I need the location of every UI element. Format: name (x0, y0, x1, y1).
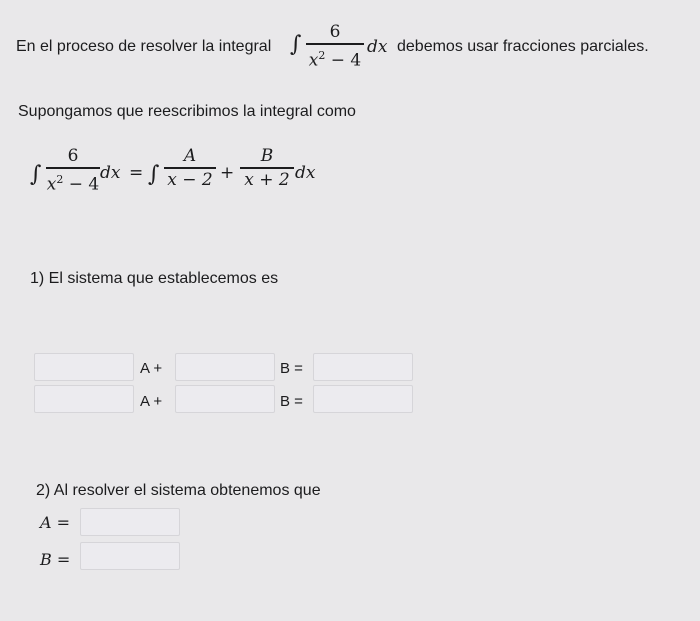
integral-symbol-lhs: ∫ (30, 162, 42, 187)
lhs-fraction (46, 146, 100, 194)
intro-text-after: debemos usar fracciones parciales. (397, 38, 649, 55)
solution-label: 2) Al resolver el sistema obtenemos que (36, 482, 321, 499)
integral-symbol: ∫ (290, 32, 302, 57)
solution-a-input[interactable] (80, 508, 180, 536)
lhs-den-var: x (46, 174, 57, 195)
lhs-dx: dx (100, 163, 121, 183)
frac-b-denominator: x + 2 (244, 169, 290, 190)
system-label: 1) El sistema que establecemos es (30, 270, 279, 287)
intro-text-before: En el proceso de resolver la integral (16, 38, 272, 55)
intro-fraction (306, 22, 364, 70)
lhs-den-exp: 2 (56, 172, 64, 186)
integral-symbol-rhs: ∫ (148, 162, 160, 187)
rhs-dx: dx (295, 163, 316, 183)
system-row2-middle-input[interactable] (175, 385, 275, 413)
solution-a-label: A = (40, 513, 71, 532)
system-row2-result-input[interactable] (313, 385, 413, 413)
system-row1-b-term: B = (280, 360, 303, 377)
intro-dx: dx (367, 37, 388, 57)
intro-den-exp: 2 (318, 48, 326, 62)
system-row1-a-term: A + (140, 360, 163, 377)
intro-fraction-numerator: 6 (329, 22, 341, 42)
system-row1-result-input[interactable] (313, 353, 413, 381)
frac-b-numerator: B (260, 146, 274, 166)
lhs-den-rest: − 4 (63, 174, 100, 195)
equals-sign: = (129, 163, 144, 183)
system-row1-first-input[interactable] (34, 353, 134, 381)
frac-a-denominator: x − 2 (167, 169, 213, 190)
system-row2-a-term: A + (140, 393, 163, 410)
lhs-numerator: 6 (67, 146, 79, 166)
frac-a-numerator: A (183, 146, 197, 166)
system-row2-b-term: B = (280, 393, 303, 410)
intro-den-rest: − 4 (325, 50, 362, 71)
frac-b (240, 146, 294, 190)
frac-a (164, 146, 216, 190)
system-row2-first-input[interactable] (34, 385, 134, 413)
system-row1-middle-input[interactable] (175, 353, 275, 381)
plus-sign: + (220, 163, 235, 183)
rewrite-label: Supongamos que reescribimos la integral como (18, 103, 356, 120)
solution-b-input[interactable] (80, 542, 180, 570)
intro-den-var: x (308, 50, 319, 71)
solution-b-label: B = (40, 550, 71, 569)
